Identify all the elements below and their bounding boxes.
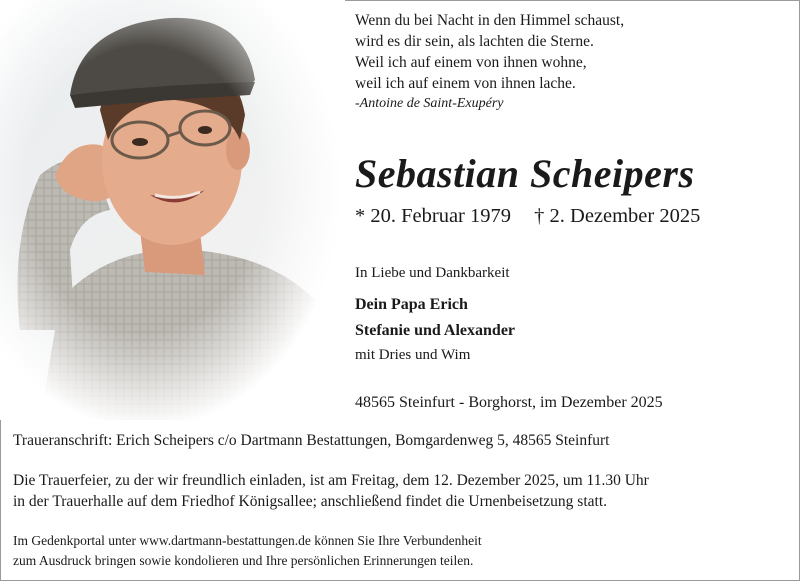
mourning-address: Traueranschrift: Erich Scheipers c/o Dartmann Bestattungen, Bomgardenweg 5, 48565 Steinfurt <box>13 432 610 449</box>
poem-author: -Antoine de Saint-Exupéry <box>355 96 504 111</box>
portrait-photo <box>0 0 345 420</box>
mourners-intro: In Liebe und Dankbarkeit <box>355 265 510 281</box>
mourners-block <box>355 262 515 366</box>
birth-date: * 20. Februar 1979 <box>355 205 512 227</box>
ceremony-line: in der Trauerhalle auf dem Friedhof Königsallee; anschließend findet die Urnenbeisetzung statt. <box>13 493 607 510</box>
death-date: † 2. Dezember 2025 <box>534 205 701 227</box>
mourner-name: Stefanie und Alexander <box>355 322 516 339</box>
portal-line: zum Ausdruck bringen sowie kondolieren und Ihre persönlichen Erinnerungen teilen. <box>13 553 474 568</box>
mourner-name: Dein Papa Erich <box>355 296 468 313</box>
deceased-name: Sebastian Scheipers <box>355 151 695 196</box>
ceremony-line: Die Trauerfeier, zu der wir freundlich einladen, ist am Freitag, dem 12. Dezember 2025, um 11.30 Uhr <box>13 472 649 489</box>
place-date: 48565 Steinfurt - Borghorst, im Dezember 2025 <box>355 394 663 411</box>
mourners-extra: mit Dries und Wim <box>355 347 471 363</box>
poem-line: weil ich auf einem von ihnen lache. <box>355 75 576 92</box>
poem-line: Wenn du bei Nacht in den Himmel schaust, <box>355 12 625 29</box>
memorial-portal-note <box>13 531 482 571</box>
poem-line: wird es dir sein, als lachten die Sterne. <box>355 33 594 50</box>
poem-line: Weil ich auf einem von ihnen wohne, <box>355 54 587 71</box>
poem <box>355 10 624 114</box>
life-dates <box>355 205 700 228</box>
portal-line: Im Gedenkportal unter www.dartmann-bestattungen.de können Sie Ihre Verbundenheit <box>13 533 482 548</box>
ceremony-info <box>13 470 649 512</box>
